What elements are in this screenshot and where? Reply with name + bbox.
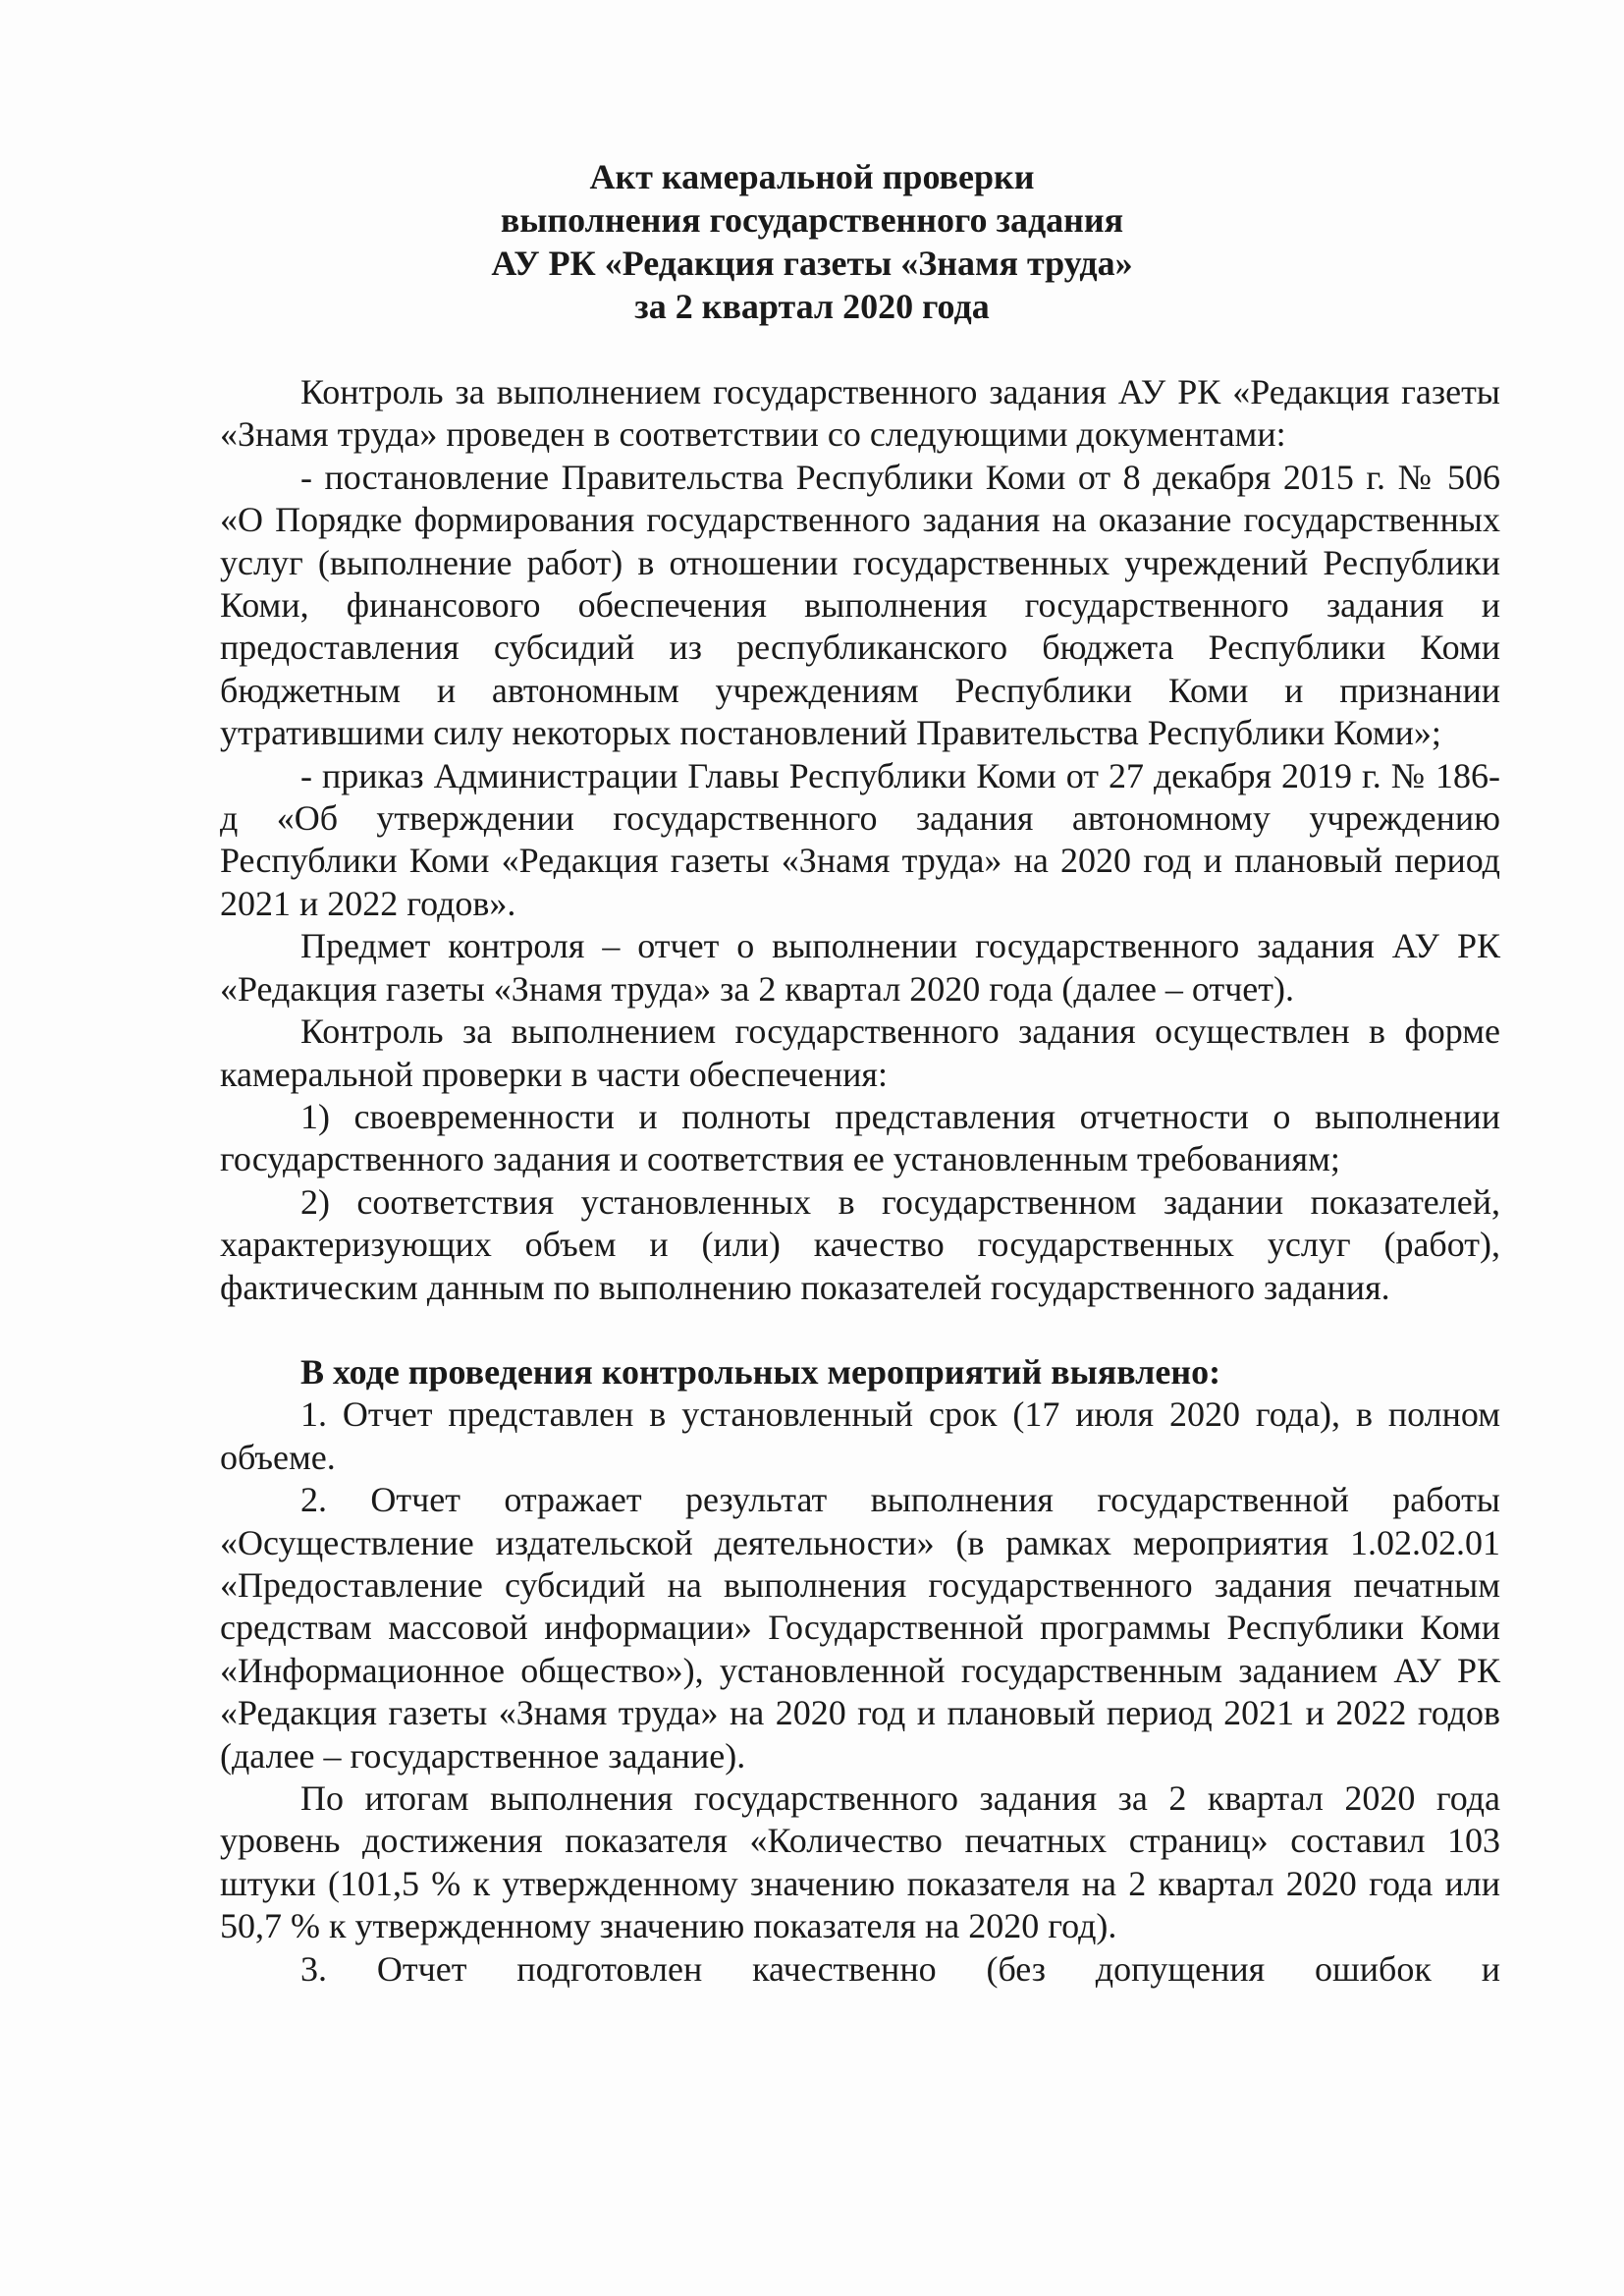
title-line-1: Акт камеральной проверки <box>589 157 1035 196</box>
document-body <box>220 371 1500 1991</box>
title-line-3: АУ РК «Редакция газеты «Знамя труда» <box>491 244 1133 283</box>
finding-3: 3. Отчет подготовлен качественно (без допущения ошибок и <box>300 1948 1500 1989</box>
finding-1: 1. Отчет представлен в установленный срок (17 июля 2020 года), в полном объеме. <box>220 1394 1500 1477</box>
paragraph-resolution: - постановление Правительства Республики Коми от 8 декабря 2015 г. № 506 «О Порядке формирования государственного задания на оказание государственных услуг (выполнение работ) в отношении государственных учреждений Республики Коми, финансового обеспечения выполнения государственного задания и предоставления субсидий из республиканского бюджета Республики Коми бюджетным и автономным учреждениям Республики Коми и признании утратившими силу некоторых постановлений Правительства Республики Коми»; <box>220 457 1500 753</box>
title-line-4: за 2 квартал 2020 года <box>634 287 990 326</box>
document-title <box>196 155 1428 328</box>
paragraph-item-2: 2) соответствия установленных в государственном задании показателей, характеризующих объем и (или) качество государственных услуг (работ), фактическим данным по выполнению показателей государственного задания. <box>220 1181 1500 1307</box>
paragraph-control-form: Контроль за выполнением государственного задания осуществлен в форме камеральной проверки в части обеспечения: <box>220 1011 1500 1094</box>
paragraph-order: - приказ Администрации Главы Республики Коми от 27 декабря 2019 г. № 186-д «Об утверждении государственного задания автономному учреждению Республики Коми «Редакция газеты «Знамя труда» на 2020 год и плановый период 2021 и 2022 годов». <box>220 755 1500 923</box>
finding-2: 2. Отчет отражает результат выполнения государственной работы «Осуществление издательской деятельности» (в рамках мероприятия 1.02.02.01 «Предоставление субсидий на выполнения государственного задания печатным средствам массовой информации» Государственной программы Республики Коми «Информационное общество»), установленной государственным заданием АУ РК «Редакция газеты «Знамя труда» на 2020 год и плановый период 2021 и 2022 годов (далее – государственное задание). <box>220 1480 1500 1776</box>
paragraph-item-1: 1) своевременности и полноты представления отчетности о выполнении государственного задания и соответствия ее установленным требованиям; <box>220 1096 1500 1179</box>
title-line-2: выполнения государственного задания <box>500 200 1124 240</box>
paragraph-intro: Контроль за выполнением государственного задания АУ РК «Редакция газеты «Знамя труда» проведен в соответствии со следующими документами: <box>220 372 1500 455</box>
findings-heading: В ходе проведения контрольных мероприятий выявлено: <box>300 1351 1221 1392</box>
paragraph-subject: Предмет контроля – отчет о выполнении государственного задания АУ РК «Редакция газеты «Знамя труда» за 2 квартал 2020 года (далее – отчет). <box>220 926 1500 1009</box>
finding-2-result: По итогам выполнения государственного задания за 2 квартал 2020 года уровень достижения показателя «Количество печатных страниц» составил 103 штуки (101,5 % к утвержденному значению показателя на 2 квартал 2020 года или 50,7 % к утвержденному значению показателя на 2020 год). <box>220 1778 1500 1946</box>
